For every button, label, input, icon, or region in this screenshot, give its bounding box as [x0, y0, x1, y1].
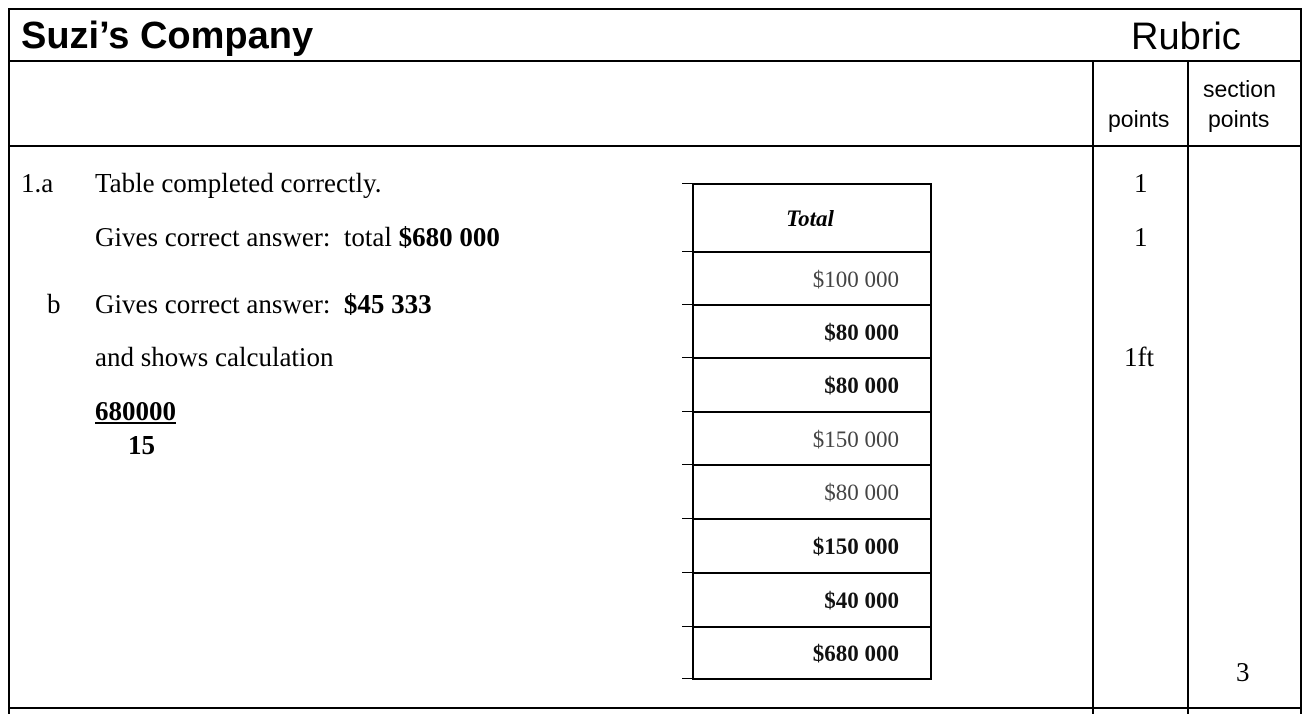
answer-table-tick: [682, 464, 694, 465]
section-points-header-1: section: [1203, 76, 1276, 102]
answer-table-cell: [692, 535, 931, 558]
answer-table-value: $80 000: [824, 320, 899, 345]
border-right: [1300, 8, 1302, 714]
answer-table-row-line: [692, 626, 932, 628]
item-b-label: b: [47, 289, 61, 319]
item-a-line1: Table completed correctly.: [95, 168, 382, 198]
answer-table-value: $80 000: [824, 480, 899, 505]
answer-table-tick: [682, 304, 694, 305]
answer-table-cell: [692, 589, 931, 612]
item-b-line1: [95, 291, 432, 318]
answer-table-cell: [692, 428, 931, 451]
answer-table-value: $150 000: [812, 427, 899, 452]
answer-table-tick: [682, 411, 694, 412]
answer-table-tick: [682, 572, 694, 573]
rubric-label: Rubric: [1131, 16, 1241, 58]
answer-table-row-line: [692, 183, 932, 185]
answer-table-value: $150 000: [812, 534, 899, 559]
points-value: 1: [1134, 168, 1148, 198]
answer-table-tick: [682, 251, 694, 252]
section-col-line: [1187, 60, 1189, 714]
item-a-answer: $680 000: [398, 222, 500, 252]
item-b-line2: and shows calculation: [95, 342, 334, 372]
header-divider: [8, 145, 1302, 147]
answer-table-row-line: [692, 304, 932, 306]
answer-table-row-line: [692, 678, 932, 680]
answer-table-value: $100 000: [812, 267, 899, 292]
section-points-total: 3: [1236, 657, 1250, 687]
bottom-divider: [8, 707, 1302, 709]
answer-table-tick: [682, 357, 694, 358]
points-header: points: [1108, 106, 1170, 132]
answer-table-cell: [692, 374, 931, 397]
answer-table-row-line: [692, 357, 932, 359]
answer-table-row-line: [692, 572, 932, 574]
border-left: [8, 8, 10, 714]
answer-table-cell: [692, 642, 931, 665]
answer-table-row-line: [692, 464, 932, 466]
item-a-line2: [95, 224, 500, 251]
answer-table-cell: [692, 321, 931, 344]
answer-table-row-line: [692, 251, 932, 253]
section-points-header-2: points: [1208, 106, 1270, 132]
answer-table-cell: [692, 481, 931, 504]
answer-table-value: $80 000: [824, 373, 899, 398]
fraction-denominator: 15: [128, 430, 155, 460]
points-value: 1ft: [1124, 342, 1154, 372]
points-value: 1: [1134, 222, 1148, 252]
border-top: [8, 8, 1302, 10]
answer-table-tick: [682, 626, 694, 627]
item-a-line2-prefix: Gives correct answer: total: [95, 222, 399, 252]
answer-table-header: Total: [786, 206, 834, 231]
points-col-line: [1092, 60, 1094, 714]
answer-table-value: $40 000: [824, 588, 899, 613]
item-a-label: 1.a: [21, 168, 54, 198]
item-b-line1-prefix: Gives correct answer:: [95, 289, 344, 319]
answer-table-cell: [692, 268, 931, 291]
fraction-numerator: 680000: [95, 396, 176, 426]
answer-table-tick: [682, 183, 694, 184]
answer-table-value: $680 000: [812, 641, 899, 666]
item-b-answer: $45 333: [343, 289, 432, 319]
page-title: Suzi’s Company: [21, 15, 314, 57]
answer-table-tick: [682, 518, 694, 519]
answer-table-tick: [682, 678, 694, 679]
answer-table-row-line: [692, 411, 932, 413]
answer-table-row-line: [692, 518, 932, 520]
title-divider: [8, 60, 1302, 62]
